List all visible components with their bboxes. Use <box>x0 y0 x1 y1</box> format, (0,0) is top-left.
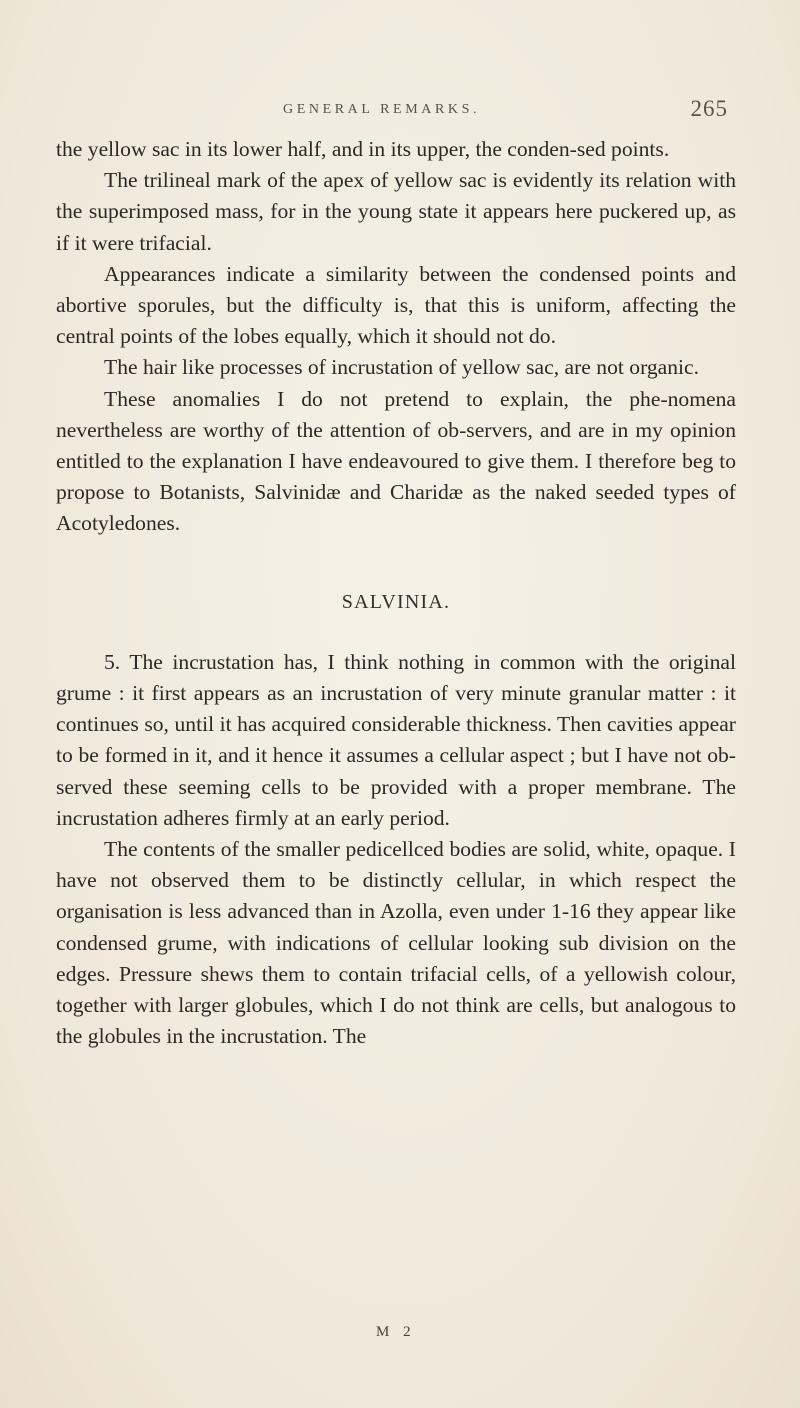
paragraph-trilineal-mark: The trilineal mark of the apex of yellow sac is evidently its relation with the superimposed mass, for in the young state it appears here puckered up, as if it were trifacial. <box>56 168 736 255</box>
signature-mark: M 2 <box>376 1324 416 1340</box>
body-text <box>56 134 736 1052</box>
paragraph-hair-processes: The hair like processes of incrustation of yellow sac, are not organic. <box>104 355 700 380</box>
paragraph-anomalies: These anomalies I do not pretend to explain, the phe-nomena nevertheless are worthy of the attention of ob-servers, and are in my opinion entitled to the explanation I have endeavoured to give them. I therefore beg to propose to Botanists, Salvinidæ and Charidæ as the naked seeded types of Acotyledones. <box>56 386 736 536</box>
section-heading: SALVINIA. <box>341 590 451 613</box>
page-number: 265 <box>690 96 728 121</box>
running-head <box>283 82 728 122</box>
paragraph-appearances: Appearances indicate a similarity between the condensed points and abortive sporules, but the difficulty is, that this is uniform, affecting the central points of the lobes equally, which it should not do. <box>56 261 736 349</box>
paragraph-continued: the yellow sac in its lower half, and in its upper, the conden-sed points. <box>56 137 670 161</box>
running-title: GENERAL REMARKS. <box>283 102 481 117</box>
paragraph-incrustation: 5. The incrustation has, I think nothing in common with the original grume : it first appears as an incrustation of very minute granular matter : it continues so, until it has acquired considerable thickness. Then cavities appear to be formed in it, and it hence it assumes a cellular aspect ; but I have not ob-served these seeming cells to be provided with a proper membrane. The incrustation adheres firmly at an early period. <box>56 649 736 830</box>
paragraph-pedicelled-bodies: The contents of the smaller pedicellced bodies are solid, white, opaque. I have not observed them to be distinctly cellular, in which respect the organisation is less advanced than in Azolla, even under 1-16 they appear like condensed grume, with indications of cellular looking sub division on the edges. Pressure shews them to contain trifacial cells, of a yellowish colour, together with larger globules, which I do not think are cells, but analogous to the globules in the incrustation. The <box>56 837 736 1049</box>
